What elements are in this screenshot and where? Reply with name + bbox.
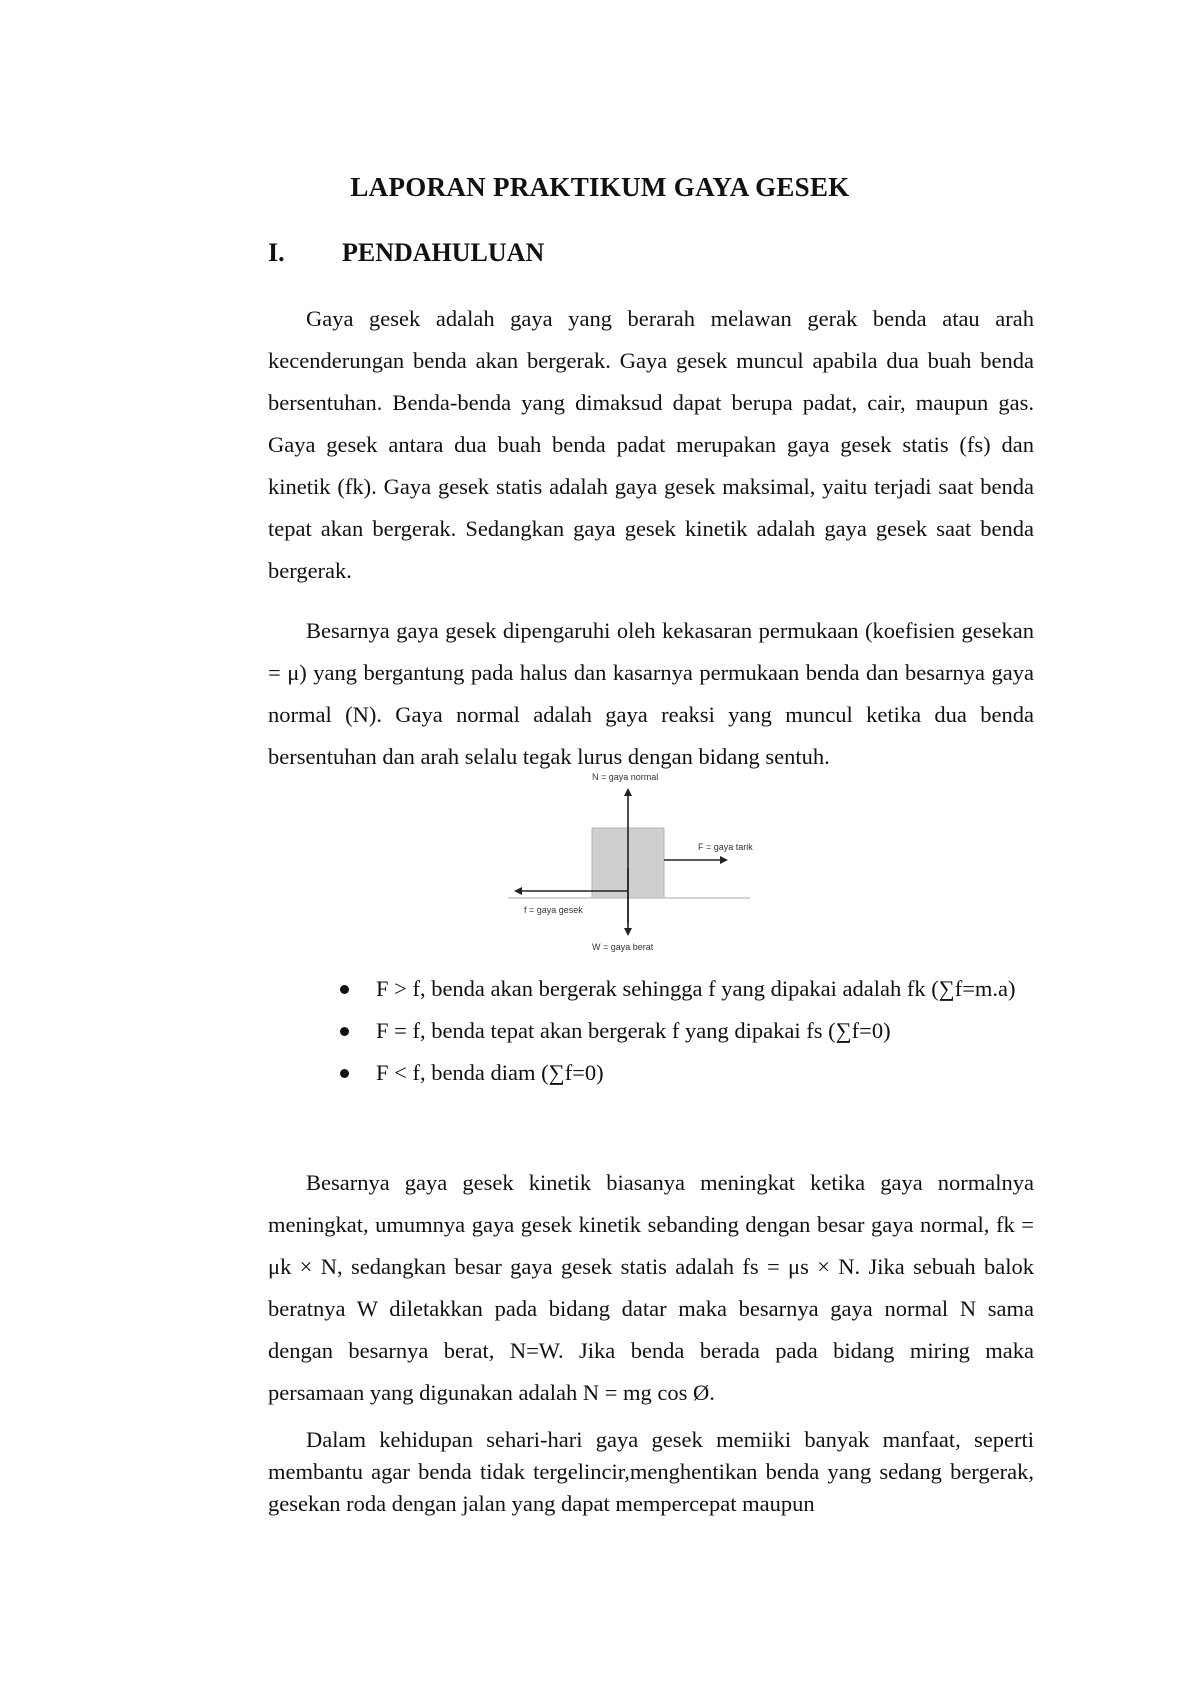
- bullet-dot: [340, 1069, 349, 1078]
- paragraph-1-text: Gaya gesek adalah gaya yang berarah melawan gerak benda atau arah kecenderungan benda akan bergerak. Gaya gesek muncul apabila dua buah benda bersentuhan. Benda-benda yang dimaksud dapat berupa padat, cair, maupun gas. Gaya gesek antara dua buah benda padat merupakan gaya gesek statis (fs) dan kinetik (fk). Gaya gesek statis adalah gaya gesek maksimal, yaitu terjadi saat benda tepat akan bergerak. Sedangkan gaya gesek kinetik adalah gaya gesek saat benda bergerak.: [268, 306, 1034, 583]
- paragraph-4: [268, 1424, 1034, 1520]
- bullet-dot: [340, 985, 349, 994]
- section-title: PENDAHULUAN: [342, 238, 545, 267]
- paragraph-4-text: Dalam kehidupan sehari-hari gaya gesek memiiki banyak manfaat, seperti membantu agar benda tidak tergelincir,menghentikan benda yang sedang bergerak, gesekan roda dengan jalan yang dapat mempercepat maupun: [268, 1427, 1034, 1516]
- label-berat: W = gaya berat: [592, 942, 654, 952]
- paragraph-3: [268, 1162, 1034, 1414]
- force-diagram: [500, 768, 760, 958]
- bullet-dot: [340, 1027, 349, 1036]
- section-number: I.: [268, 238, 285, 267]
- bullet-text-3: F < f, benda diam (∑f=0): [376, 1060, 604, 1085]
- paragraph-3-text: Besarnya gaya gesek kinetik biasanya meningkat ketika gaya normalnya meningkat, umumnya gaya gesek kinetik sebanding dengan besar gaya normal, fk = μk × N, sedangkan besar gaya gesek statis adalah fs = μs × N. Jika sebuah balok beratnya W diletakkan pada bidang datar maka besarnya gaya normal N sama dengan besarnya berat, N=W. Jika benda berada pada bidang miring maka persamaan yang digunakan adalah N = mg cos Ø.: [268, 1170, 1034, 1405]
- bullet-item-3: [336, 1052, 1036, 1094]
- bullet-text-1: F > f, benda akan bergerak sehingga f yang dipakai adalah fk (∑f=m.a): [376, 976, 1016, 1001]
- section-heading: [268, 238, 544, 268]
- bullet-item-1: [336, 968, 1036, 1010]
- label-tarik: F = gaya tarik: [698, 842, 753, 852]
- bullet-list: [336, 968, 1036, 1094]
- label-gesek: f = gaya gesek: [524, 905, 583, 915]
- paragraph-2-text: Besarnya gaya gesek dipengaruhi oleh kekasaran permukaan (koefisien gesekan = μ) yang bergantung pada halus dan kasarnya permukaan benda dan besarnya gaya normal (N). Gaya normal adalah gaya reaksi yang muncul ketika dua benda bersentuhan dan arah selalu tegak lurus dengan bidang sentuh.: [268, 618, 1034, 769]
- bullet-item-2: [336, 1010, 1036, 1052]
- document-title: LAPORAN PRAKTIKUM GAYA GESEK: [350, 172, 850, 202]
- paragraph-1: [268, 298, 1034, 592]
- label-normal: N = gaya normal: [592, 772, 659, 782]
- paragraph-2: [268, 610, 1034, 778]
- bullet-text-2: F = f, benda tepat akan bergerak f yang dipakai fs (∑f=0): [376, 1018, 891, 1043]
